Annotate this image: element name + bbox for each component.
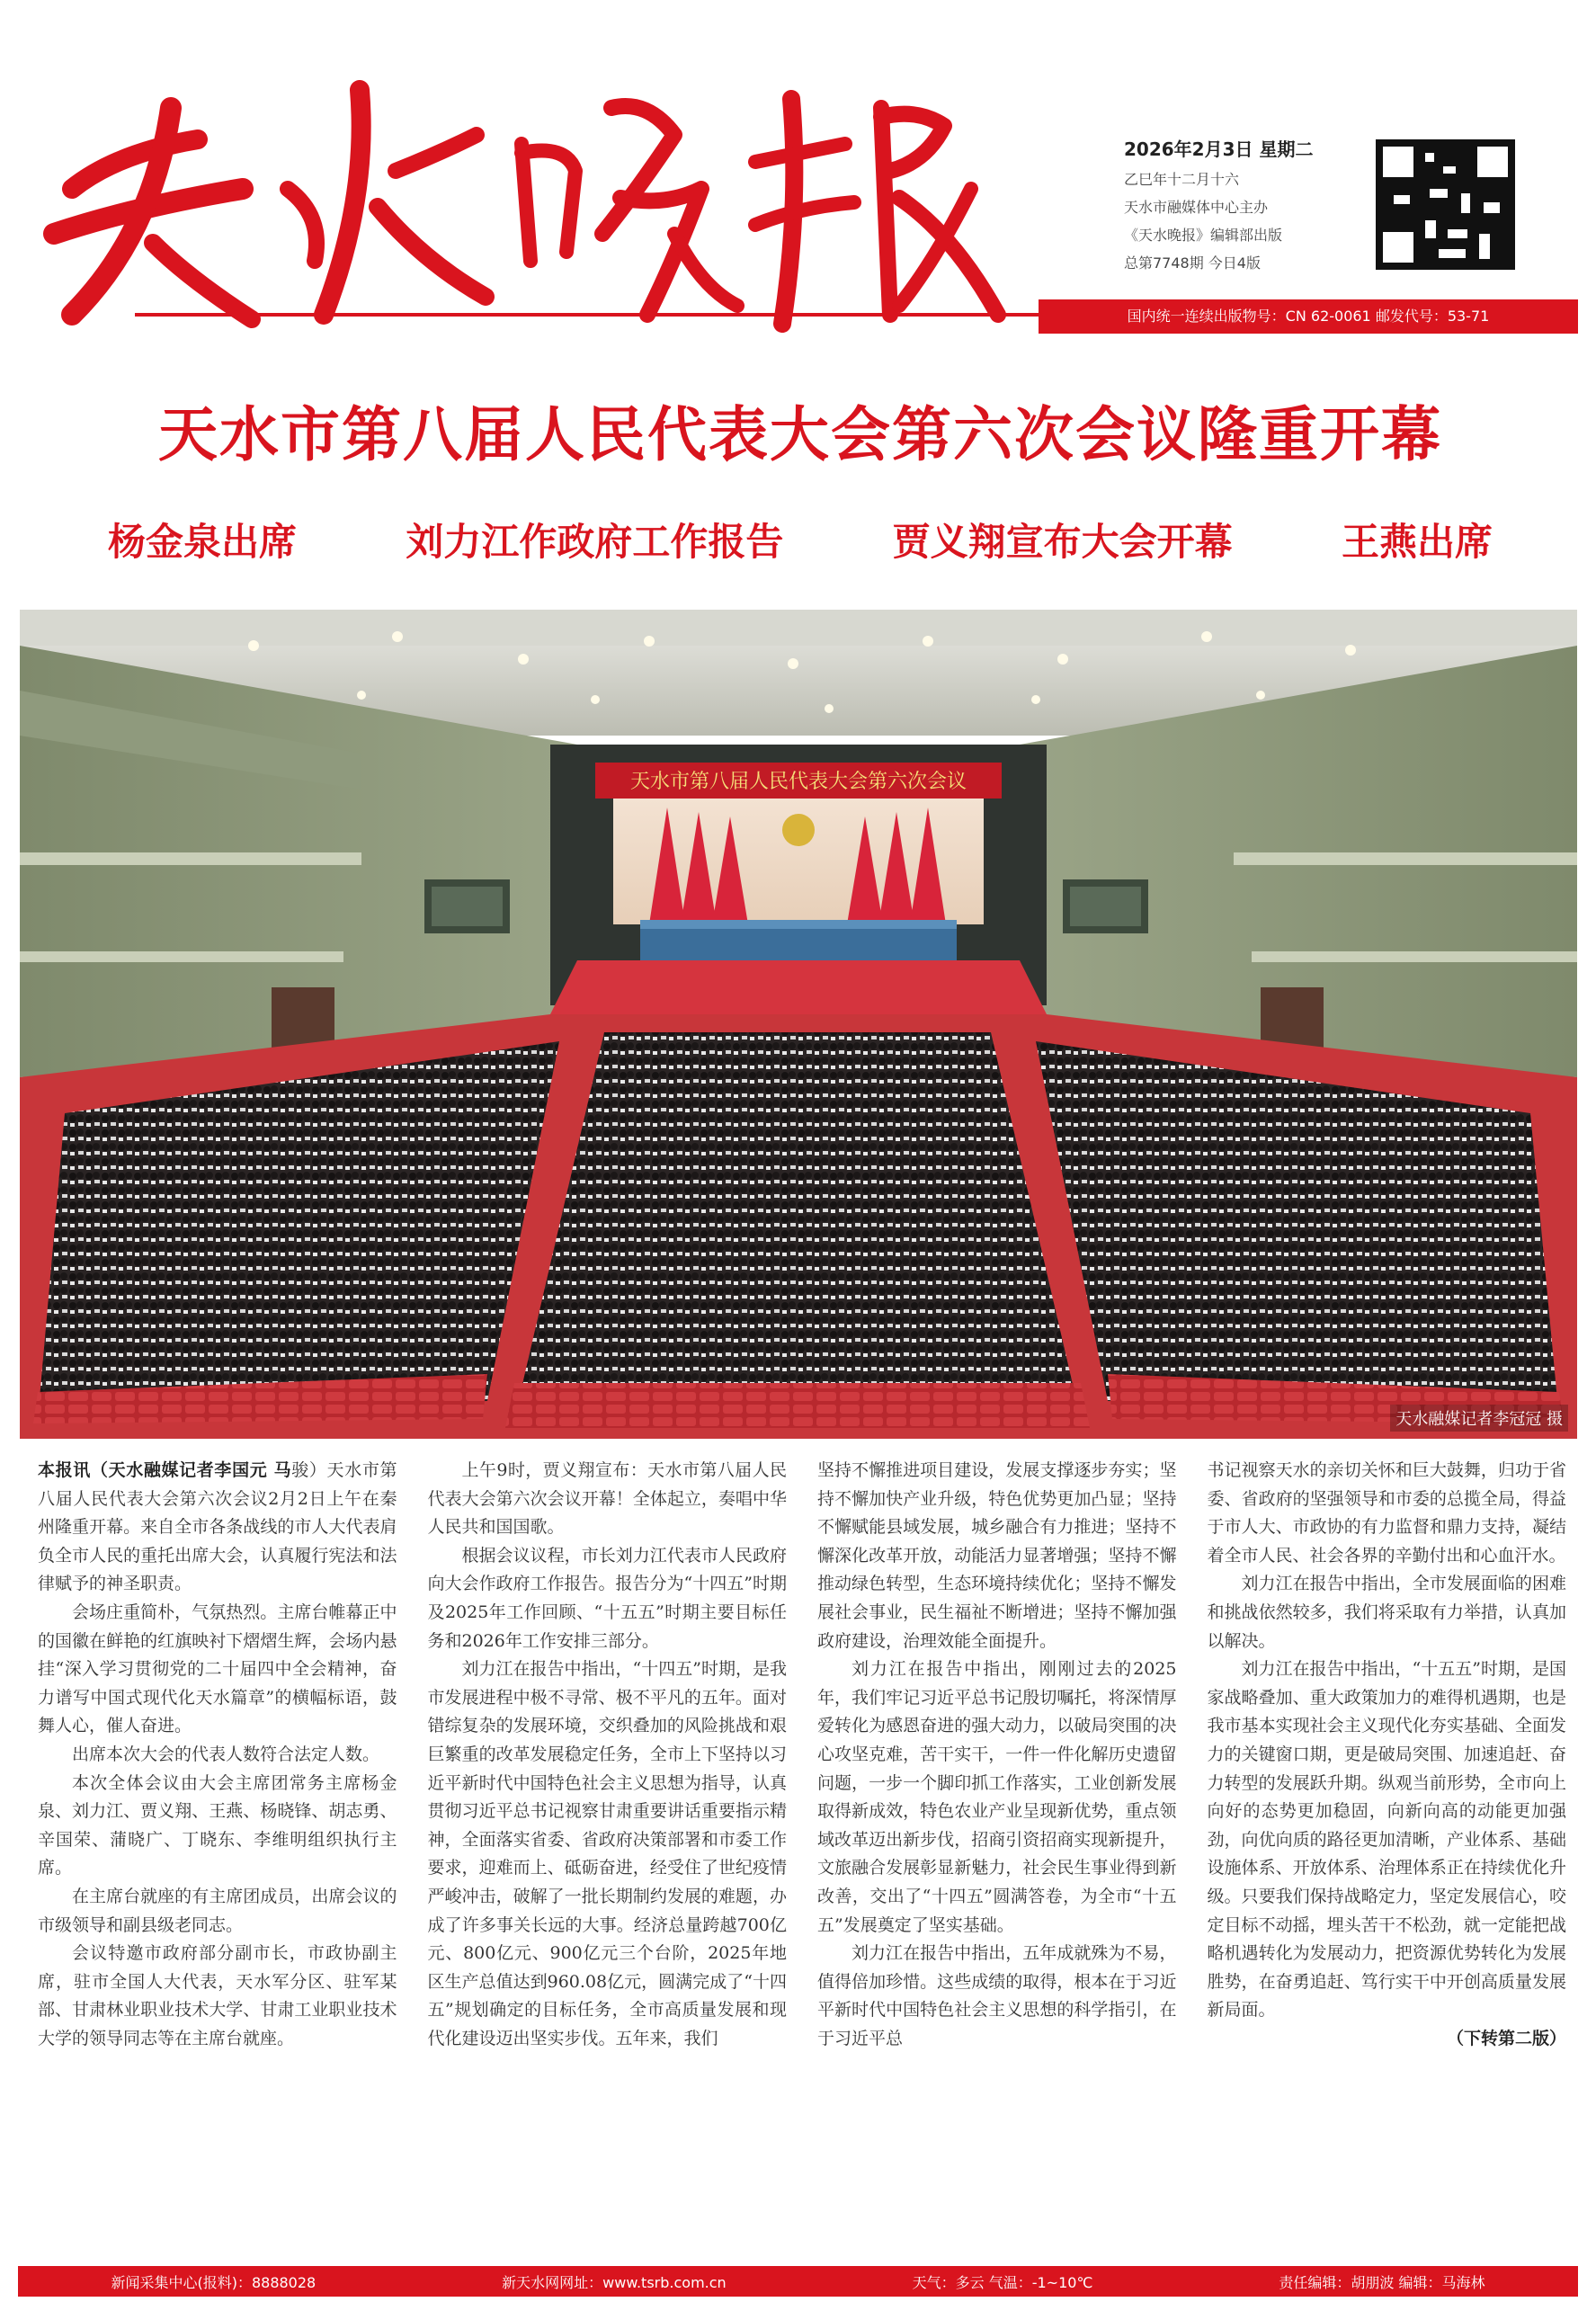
stage-banner: 天水市第八届人民代表大会第六次会议 — [629, 771, 967, 793]
footer-website: 新天水网网址：www.tsrb.com.cn — [502, 2273, 727, 2291]
article-lead: 本报讯（天水融媒记者李国元 马骏）天水市第八届人民代表大会第六次会议2月2日上午在秦州隆重开幕。来自全市各条战线的市人大代表肩负全市人民的重托出席大会，认真履行宪法和法律赋予的神圣职责。 — [38, 1460, 397, 1594]
article-column-3 — [817, 1457, 1177, 2257]
subheadline: 刘力江作政府工作报告 — [406, 520, 784, 564]
article-paragraph: 在主席台就座的有主席团成员，出席会议的市级领导和副县级老同志。 — [38, 1886, 397, 1935]
issue-date: 2026年2月3日 星期二 — [1124, 138, 1314, 160]
masthead-logo — [18, 54, 1043, 333]
article-paragraph: 刘力江在报告中指出，“十五五”时期，是国家战略叠加、重大政策加力的难得机遇期，也是我市基本实现社会主义现代化夯实基础、全面发力的关键窗口期，更是破局突围、加速追赶、奋力转型的发展跃升期。纵观当前形势，全市向上向好的态势更加稳固，向新向高的动能更加强劲，向优向质的路径更加清晰，产业体系、基础设施体系、开放体系、治理体系正在持续优化升级。只要我们保持战略定力，坚定发展信心，咬定目标不动摇，埋头苦干不松劲，就一定能把战略机遇转化为发展动力，把资源优势转化为发展胜势，在奋勇追赶、笃行实干中开创高质量发展新局面。 — [1207, 1659, 1566, 2021]
sponsor-line-1: 天水市融媒体中心主办 — [1124, 199, 1269, 216]
lunar-date: 乙巳年十二月十六 — [1124, 171, 1240, 188]
article-paragraph: 刘力江在报告中指出，“十四五”时期，是我市发展进程中极不寻常、极不平凡的五年。面对错综复杂的发展环境，交织叠加的风险挑战和艰巨繁重的改革发展稳定任务，全市上下坚持以习近平新时代中国特色社会主义思想为指导，认真贯彻习近平总书记视察甘肃重要讲话重要指示精神，全面落实省委、省政府决策部署和市委工作要求，迎难而上、砥砺奋进，经受住了世纪疫情严峻冲击，破解了一批长期制约发展的难题，办成了许多事关长远的大事。经济总量跨越700亿元、800亿元、900亿元三个台阶，2025年地区生产总值达到960.08亿元，圆满完成了“十四五”规划确定的目标任务，全市高质量发展和现代化建设迈出坚实步伐。五年来，我们 — [427, 1659, 787, 2048]
footer-hotline: 新闻采集中心(报料)：8888028 — [111, 2273, 317, 2291]
publication-codes-bar: 国内统一连续出版物号：CN 62-0061 邮发代号：53-71 — [1039, 299, 1578, 334]
subheadline-row — [108, 513, 1493, 567]
article-paragraph: 刘力江在报告中指出，五年成就殊为不易，值得倍加珍惜。这些成绩的取得，根本在于习近平新时代中国特色社会主义思想的科学指引，在于习近平总 — [817, 1943, 1177, 2048]
article-paragraph: 根据会议议程，市长刘力江代表市人民政府向大会作政府工作报告。报告分为“十四五”时期及2025年工作回顾、“十五五”时期主要目标任务和2026年工作安排三部分。 — [427, 1545, 787, 1651]
footer-bar — [18, 2266, 1578, 2297]
article-paragraph: 刘力江在报告中指出，刚刚过去的2025年，我们牢记习近平总书记殷切嘱托，将深情厚爱转化为感恩奋进的强大动力，以破局突围的决心攻坚克难，苦干实干，一件一件化解历史遗留问题，一步一个脚印抓工作落实，工业创新发展取得新成效，特色农业产业呈现新优势，重点领域改革迈出新步伐，招商引资招商实现新提升，文旅融合发展彰显新魅力，社会民生事业得到新改善，交出了“十四五”圆满答卷，为全市“十五五”发展奠定了坚实基础。 — [817, 1659, 1177, 1935]
article-paragraph: 书记视察天水的亲切关怀和巨大鼓舞，归功于省委、省政府的坚强领导和市委的总揽全局，得益于市人大、市政协的有力监督和鼎力支持，凝结着全市人民、社会各界的辛勤付出和心血汗水。 — [1207, 1460, 1566, 1566]
article-column-4 — [1208, 1457, 1567, 2257]
subheadline: 贾义翔宣布大会开幕 — [892, 520, 1233, 564]
article-column-1 — [38, 1457, 397, 2257]
footer-weather: 天气：多云 气温：-1~10℃ — [912, 2273, 1093, 2291]
article-paragraph: 上午9时，贾义翔宣布：天水市第八届人民代表大会第六次会议开幕！全体起立，奏唱中华人民共和国国歌。 — [427, 1460, 787, 1538]
continued-on-page-2: （下转第二版） — [1446, 2028, 1566, 2048]
subheadline: 杨金泉出席 — [108, 520, 298, 564]
masthead-date-block — [1124, 135, 1367, 272]
article-paragraph: 刘力江在报告中指出，全市发展面临的困难和挑战依然较多，我们将采取有力举措，认真加以解决。 — [1207, 1574, 1566, 1651]
hall-illustration-icon — [20, 610, 1577, 1439]
article-paragraph: 出席本次大会的代表人数符合法定人数。 — [72, 1744, 380, 1764]
article-paragraph: 会议特邀市政府部分副市长，市政协副主席，驻市全国人大代表，天水军分区、驻军某部、甘肃林业职业技术大学、甘肃工业职业技术大学的领导同志等在主席台就座。 — [38, 1943, 397, 2048]
photo-credit: 天水融媒记者李冠冠 摄 — [1390, 1405, 1568, 1432]
subheadline: 王燕出席 — [1341, 520, 1493, 564]
calligraphy-logo-icon — [18, 54, 1043, 333]
sponsor-line-2: 《天水晚报》编辑部出版 — [1124, 227, 1283, 244]
article-column-2 — [428, 1457, 788, 2257]
article-byline: 本报讯（天水融媒记者李国元 马 — [38, 1460, 292, 1480]
congress-hall-photo — [20, 610, 1577, 1439]
main-headline: 天水市第八届人民代表大会第六次会议隆重开幕 — [158, 400, 1442, 469]
masthead-title — [18, 54, 19, 55]
article-body — [38, 1457, 1566, 2257]
article-paragraph: 会场庄重简朴，气氛热烈。主席台帷幕正中的国徽在鲜艳的红旗映衬下熠熠生辉，会场内悬挂“深入学习贯彻党的二十届四中全会精神，奋力谱写中国式现代化天水篇章”的横幅标语，鼓舞人心，催人奋进。 — [38, 1602, 397, 1736]
qr-code-icon — [1376, 139, 1515, 270]
masthead-rule — [135, 313, 1043, 317]
article-paragraph: 坚持不懈推进项目建设，发展支撑逐步夯实；坚持不懈加快产业升级，特色优势更加凸显；坚持不懈赋能县域发展，城乡融合有力推进；坚持不懈深化改革开放，动能活力显著增强；坚持不懈推动绿色转型，生态环境持续优化；坚持不懈发展社会事业，民生福祉不断增进；坚持不懈加强政府建设，治理效能全面提升。 — [817, 1460, 1177, 1651]
article-paragraph: 本次全体会议由大会主席团常务主席杨金泉、刘力江、贾义翔、王燕、杨晓锋、胡志勇、辛国荣、蒲晓广、丁晓东、李维明组织执行主席。 — [38, 1772, 397, 1878]
footer-editors: 责任编辑：胡朋波 编辑：马海林 — [1279, 2273, 1485, 2291]
issue-info: 总第7748期 今日4版 — [1124, 254, 1261, 272]
